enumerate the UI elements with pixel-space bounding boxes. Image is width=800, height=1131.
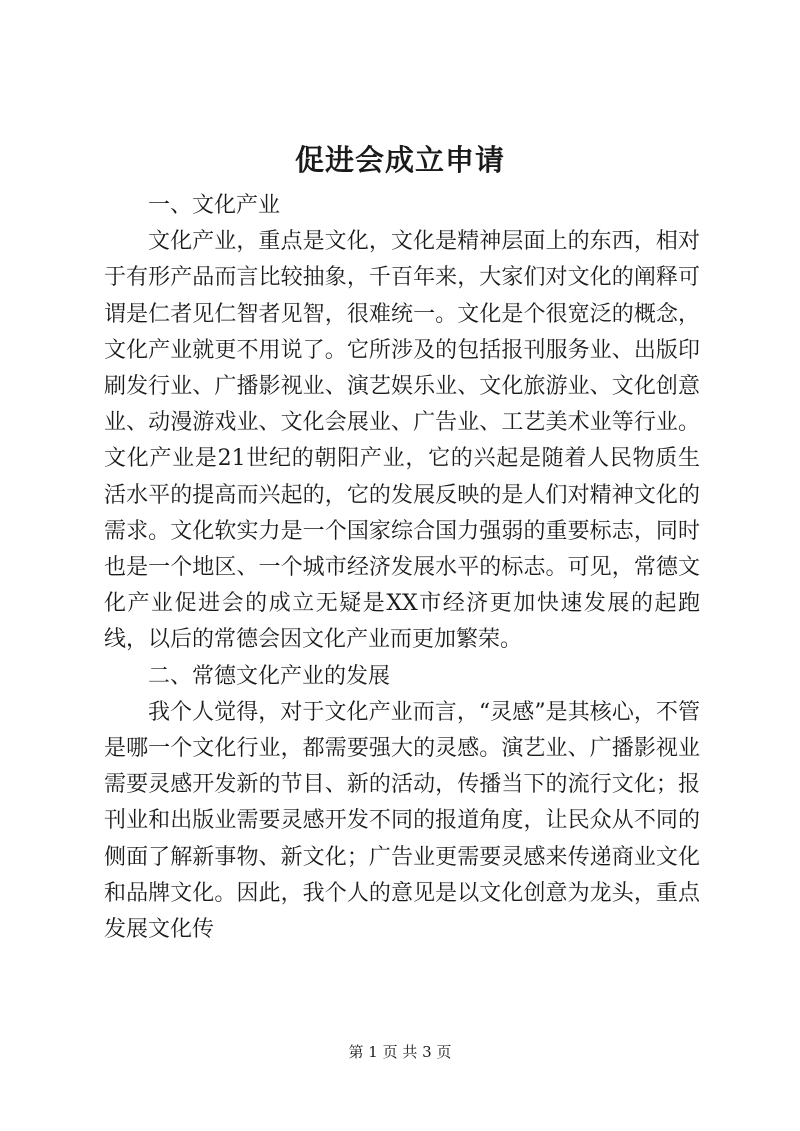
section-heading-changde-development: 二、常德文化产业的发展 [148, 663, 391, 689]
paragraph-culture-industry: 文化产业，重点是文化，文化是精神层面上的东西，相对于有形产品而言比较抽象，千百年来，大家们对文化的阐释可谓是仁者见仁智者见智，很难统一。文化是个很宽泛的概念，文化产业就更不用说了。它所涉及的包括报刊服务业、出版印刷发行业、广播影视业、演艺娱乐业、文化旅游业、文化创意业、动漫游戏业、文化会展业、广告业、工艺美术业等行业。文化产业是21世纪的朝阳产业，它的兴起是随着人民物质生活水平的提高而兴起的，它的发展反映的是人们对精神文化的需求。文化软实力是一个国家综合国力强弱的重要标志，同时也是一个地区、一个城市经济发展水平的标志。可见，常德文化产业促进会的成立无疑是XX市经济更加快速发展的起跑线，以后的常德会因文化产业而更加繁荣。 [104, 229, 700, 653]
page-footer: 第 1 页 共 3 页 [348, 1043, 452, 1061]
page-title: 促进会成立申请 [294, 143, 505, 177]
document-body [104, 188, 700, 948]
section-heading-culture-industry: 一、文化产业 [148, 193, 281, 218]
paragraph-changde-development: 我个人觉得，对于文化产业而言，“灵感”是其核心，不管是哪一个文化行业，都需要强大的灵感。演艺业、广播影视业需要灵感开发新的节目、新的活动，传播当下的流行文化；报刊业和出版业需要灵感开发不同的报道角度，让民众从不同的侧面了解新事物、新文化；广告业更需要灵感来传递商业文化和品牌文化。因此，我个人的意见是以文化创意为龙头，重点发展文化传 [104, 699, 700, 943]
